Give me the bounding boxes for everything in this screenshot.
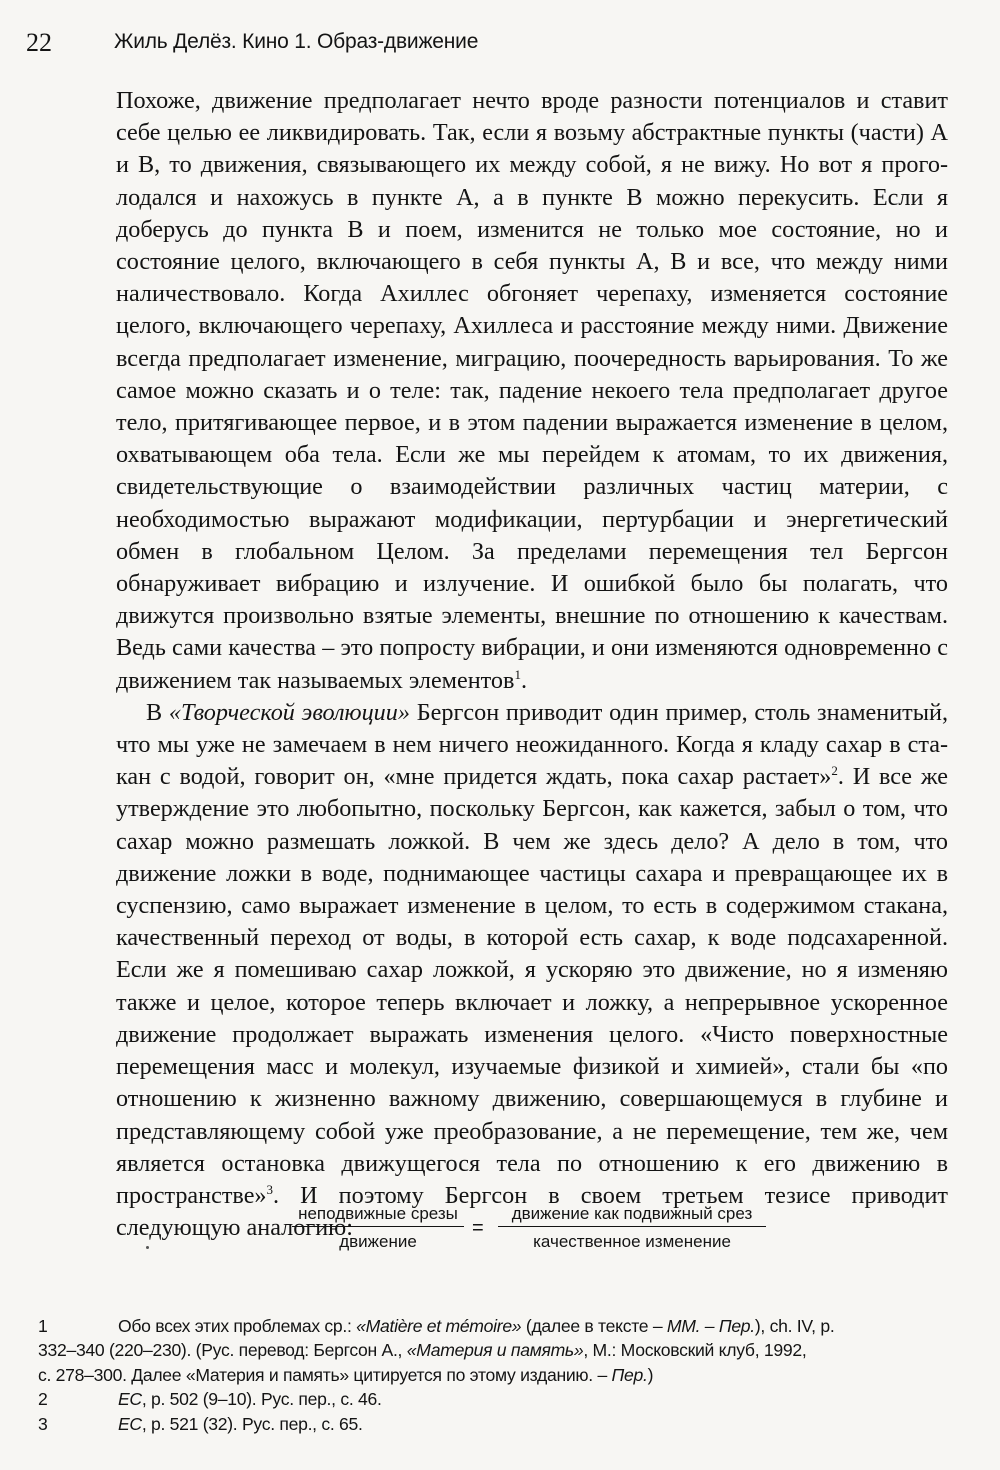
footnote-1-italic-per: Пер.: [611, 1364, 648, 1385]
paragraph-1: [116, 85, 948, 697]
footnote-3-abbr: EC: [118, 1413, 142, 1434]
paragraph-2-text-c: . И поэтому Бергсон в своем третьем тезисе приводит следующую аналогию:: [116, 1181, 948, 1242]
right-numerator: движение как подвижный срез: [498, 1204, 766, 1227]
footnote-1-cont-pre: 332–340 (220–230). (Рус. перевод: Бергсон А.,: [38, 1340, 407, 1361]
page-header: [26, 24, 960, 64]
equals-sign: =: [472, 1217, 484, 1239]
footnote-1-italic-abbr: ММ. – Пер.: [666, 1316, 755, 1336]
footnote-1-italic-ru-title: «Материя и память»: [406, 1340, 584, 1361]
footnote-ref-1: 1: [514, 666, 521, 682]
footnote-1-mid2: ), ch. IV, p.: [754, 1316, 835, 1336]
paragraph-1-text: Похоже, движение предполагает нечто вроде разности потенциалов и ставит себе целью ее ликвидировать. Так, если я возьму абстрактные пункты (части) А и В, то движения, связывающего их между собой, я не вижу. Но вот я проголодался и нахожусь в пункте А, а в пункте В можно перекусить. Если я доберусь до пункта В и поем, изменится не только мое состояние, но и состояние целого, включающего в себя пункты А, В и все, что между ними наличествовало. Когда Ахиллес обгоняет черепаху, изменяется состояние целого, включающего черепаху, Ахиллеса и расстояние между ними. Движение всегда предполагает изменение, миграцию, поочередность варьирования. То же самое можно сказать и о теле: так, падение некоего тела предполагает другое тело, притягивающее первое, и в этом падении выражается изменение в целом, охватывающем оба тела. Если же мы перейдем к атомам, то их движения, свидетельствующие о взаимодействии различных частиц материи, с необходимостью выражают модификации, пертурбации и энергетический обмен в глобальном Целом. За пределами перемещения тел Бергсон обнаруживает вибрацию и излучение. И ошибкой было бы полагать, что движутся произвольно взятые элементы, внешние по отношению к качествам. Ведь сами качества – это попросту вибрации, и они изменяются одновременно с движением так называемых элементов: [116, 87, 948, 694]
footnote-1-cont-mid: , М.: Московский клуб, 1992,: [583, 1340, 807, 1361]
left-numerator: неподвижные срезы: [292, 1204, 464, 1227]
scan-speck: [146, 1246, 149, 1249]
right-fraction: [498, 1204, 766, 1252]
left-fraction: [292, 1204, 464, 1252]
footnote-1: [38, 1314, 938, 1387]
paragraph-2: [116, 697, 948, 1244]
footnote-number: 3: [38, 1413, 48, 1434]
footnote-2-text: , p. 502 (9–10). Рус. пер., с. 46.: [141, 1389, 382, 1410]
footnote-2: [38, 1387, 938, 1411]
paragraph-2-lead: В: [146, 698, 169, 726]
footnote-number: 1: [38, 1316, 48, 1336]
footnote-1-cont2-end: ): [647, 1364, 654, 1385]
analogy-formula: [292, 1204, 772, 1260]
footnotes: [38, 1314, 938, 1436]
footnote-1-italic-title: «Matière et mémoire»: [356, 1316, 522, 1336]
footnote-1-pre: Обо всех этих проблемах ср.:: [118, 1316, 357, 1336]
running-title: Жиль Делёз. Кино 1. Образ-движение: [114, 30, 479, 53]
footnote-2-abbr: EC: [118, 1389, 142, 1410]
footnote-3-text: , p. 521 (32). Рус. пер., с. 65.: [141, 1413, 363, 1434]
footnote-number: 2: [38, 1389, 48, 1410]
book-title-creative-evolution: «Творческой эволюции»: [168, 698, 410, 726]
footnote-1-mid1: (далее в тексте –: [521, 1316, 667, 1336]
paragraph-2-text-b: . И все же утверждение это любопытно, поскольку Бергсон, как кажется, забыл о том, что сахар можно размешать ложкой. В чем же здесь дело? А дело в том, что движение ложки в воде, поднимающее частицы сахара и превращающее их в суспензию, само выражает изменение в целом, то есть в содержимом стакана, качественный переход от воды, в которой есть сахар, к воде подсахаренной. Если же я помешиваю сахар ложкой, я ускоряю это движение, но я изменяю также и целое, которое теперь включает и ложку, а непрерывное ускоренное движение продолжает выражать изменения целого. «Чисто поверхностные перемещения масс и молекул, изучаемые физикой и химией», стали бы «по отношению к жизненно важному движению, совершающемуся в глубине и представляющему собой уже преобразование, а не перемещение, тем же, чем является остановка движущегося тела по отношению к его движению в пространстве»: [116, 763, 948, 1209]
footnote-1-continuation-2: [38, 1363, 938, 1387]
paragraph-1-end: .: [520, 666, 527, 694]
paragraph-2-text-a: Бергсон приводит один пример, столь знаменитый, что мы уже не замечаем в нем ничего неожиданного. Когда я кладу сахар в стакан с водой, говорит он, «мне придется ждать, пока сахар растает»: [116, 698, 948, 791]
footnote-ref-3: 3: [266, 1181, 274, 1197]
footnote-3: [38, 1412, 938, 1436]
left-denominator: движение: [339, 1232, 417, 1251]
footnote-1-text: [118, 1316, 834, 1336]
footnote-1-cont2-pre: с. 278–300. Далее «Материя и память» цитируется по этому изданию. –: [38, 1364, 612, 1385]
footnote-1-continuation: [38, 1338, 938, 1362]
footnote-ref-2: 2: [831, 763, 838, 779]
right-denominator: качественное изменение: [533, 1232, 731, 1251]
page-number: 22: [26, 28, 52, 57]
body-text: [116, 85, 948, 1244]
